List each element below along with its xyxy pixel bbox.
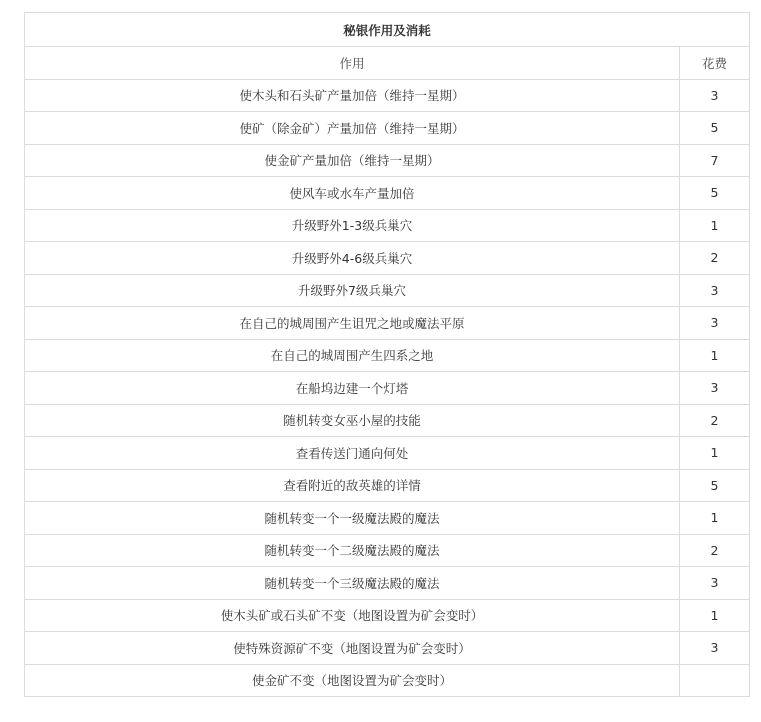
table-body <box>25 79 750 697</box>
mithril-cost-table <box>24 12 750 697</box>
table-row <box>25 144 750 177</box>
table-row <box>25 242 750 275</box>
cost-cell: 5 <box>680 112 750 145</box>
table-row <box>25 79 750 112</box>
effect-cell: 使风车或水车产量加倍 <box>25 177 680 210</box>
table-row <box>25 307 750 340</box>
cost-cell: 5 <box>680 469 750 502</box>
effect-cell: 在船坞边建一个灯塔 <box>25 372 680 405</box>
cost-cell: 2 <box>680 404 750 437</box>
table-row <box>25 567 750 600</box>
cost-cell <box>680 664 750 697</box>
cost-cell: 1 <box>680 339 750 372</box>
effect-cell: 在自己的城周围产生四系之地 <box>25 339 680 372</box>
effect-cell: 随机转变女巫小屋的技能 <box>25 404 680 437</box>
cost-cell: 5 <box>680 177 750 210</box>
header-effect: 作用 <box>25 47 680 80</box>
effect-cell: 使金矿产量加倍（维持一星期） <box>25 144 680 177</box>
cost-cell: 3 <box>680 372 750 405</box>
table-row <box>25 502 750 535</box>
effect-cell: 随机转变一个三级魔法殿的魔法 <box>25 567 680 600</box>
table-row <box>25 632 750 665</box>
cost-cell: 1 <box>680 502 750 535</box>
table-row <box>25 209 750 242</box>
table-title-row <box>25 13 750 47</box>
effect-cell: 使金矿不变（地图设置为矿会变时） <box>25 664 680 697</box>
effect-cell: 升级野外7级兵巢穴 <box>25 274 680 307</box>
cost-cell: 2 <box>680 242 750 275</box>
effect-cell: 使木头矿或石头矿不变（地图设置为矿会变时） <box>25 599 680 632</box>
table-row <box>25 274 750 307</box>
effect-cell: 使木头和石头矿产量加倍（维持一星期） <box>25 79 680 112</box>
table-row <box>25 534 750 567</box>
table-row <box>25 664 750 697</box>
effect-cell: 随机转变一个二级魔法殿的魔法 <box>25 534 680 567</box>
effect-cell: 查看附近的敌英雄的详情 <box>25 469 680 502</box>
effect-cell: 升级野外1-3级兵巢穴 <box>25 209 680 242</box>
cost-cell: 3 <box>680 79 750 112</box>
table-header-row <box>25 47 750 80</box>
table-title: 秘银作用及消耗 <box>25 13 750 47</box>
cost-cell: 7 <box>680 144 750 177</box>
cost-cell: 1 <box>680 599 750 632</box>
effect-cell: 在自己的城周围产生诅咒之地或魔法平原 <box>25 307 680 340</box>
cost-cell: 2 <box>680 534 750 567</box>
effect-cell: 使特殊资源矿不变（地图设置为矿会变时） <box>25 632 680 665</box>
table-row <box>25 437 750 470</box>
table-row <box>25 177 750 210</box>
header-cost: 花费 <box>680 47 750 80</box>
cost-cell: 1 <box>680 437 750 470</box>
cost-cell: 3 <box>680 567 750 600</box>
table-row <box>25 339 750 372</box>
effect-cell: 升级野外4-6级兵巢穴 <box>25 242 680 275</box>
effect-cell: 查看传送门通向何处 <box>25 437 680 470</box>
table-row <box>25 112 750 145</box>
table-row <box>25 372 750 405</box>
cost-cell: 1 <box>680 209 750 242</box>
cost-cell: 3 <box>680 274 750 307</box>
cost-cell: 3 <box>680 307 750 340</box>
cost-cell: 3 <box>680 632 750 665</box>
table-row <box>25 599 750 632</box>
table-row <box>25 404 750 437</box>
table-row <box>25 469 750 502</box>
effect-cell: 随机转变一个一级魔法殿的魔法 <box>25 502 680 535</box>
effect-cell: 使矿（除金矿）产量加倍（维持一星期） <box>25 112 680 145</box>
